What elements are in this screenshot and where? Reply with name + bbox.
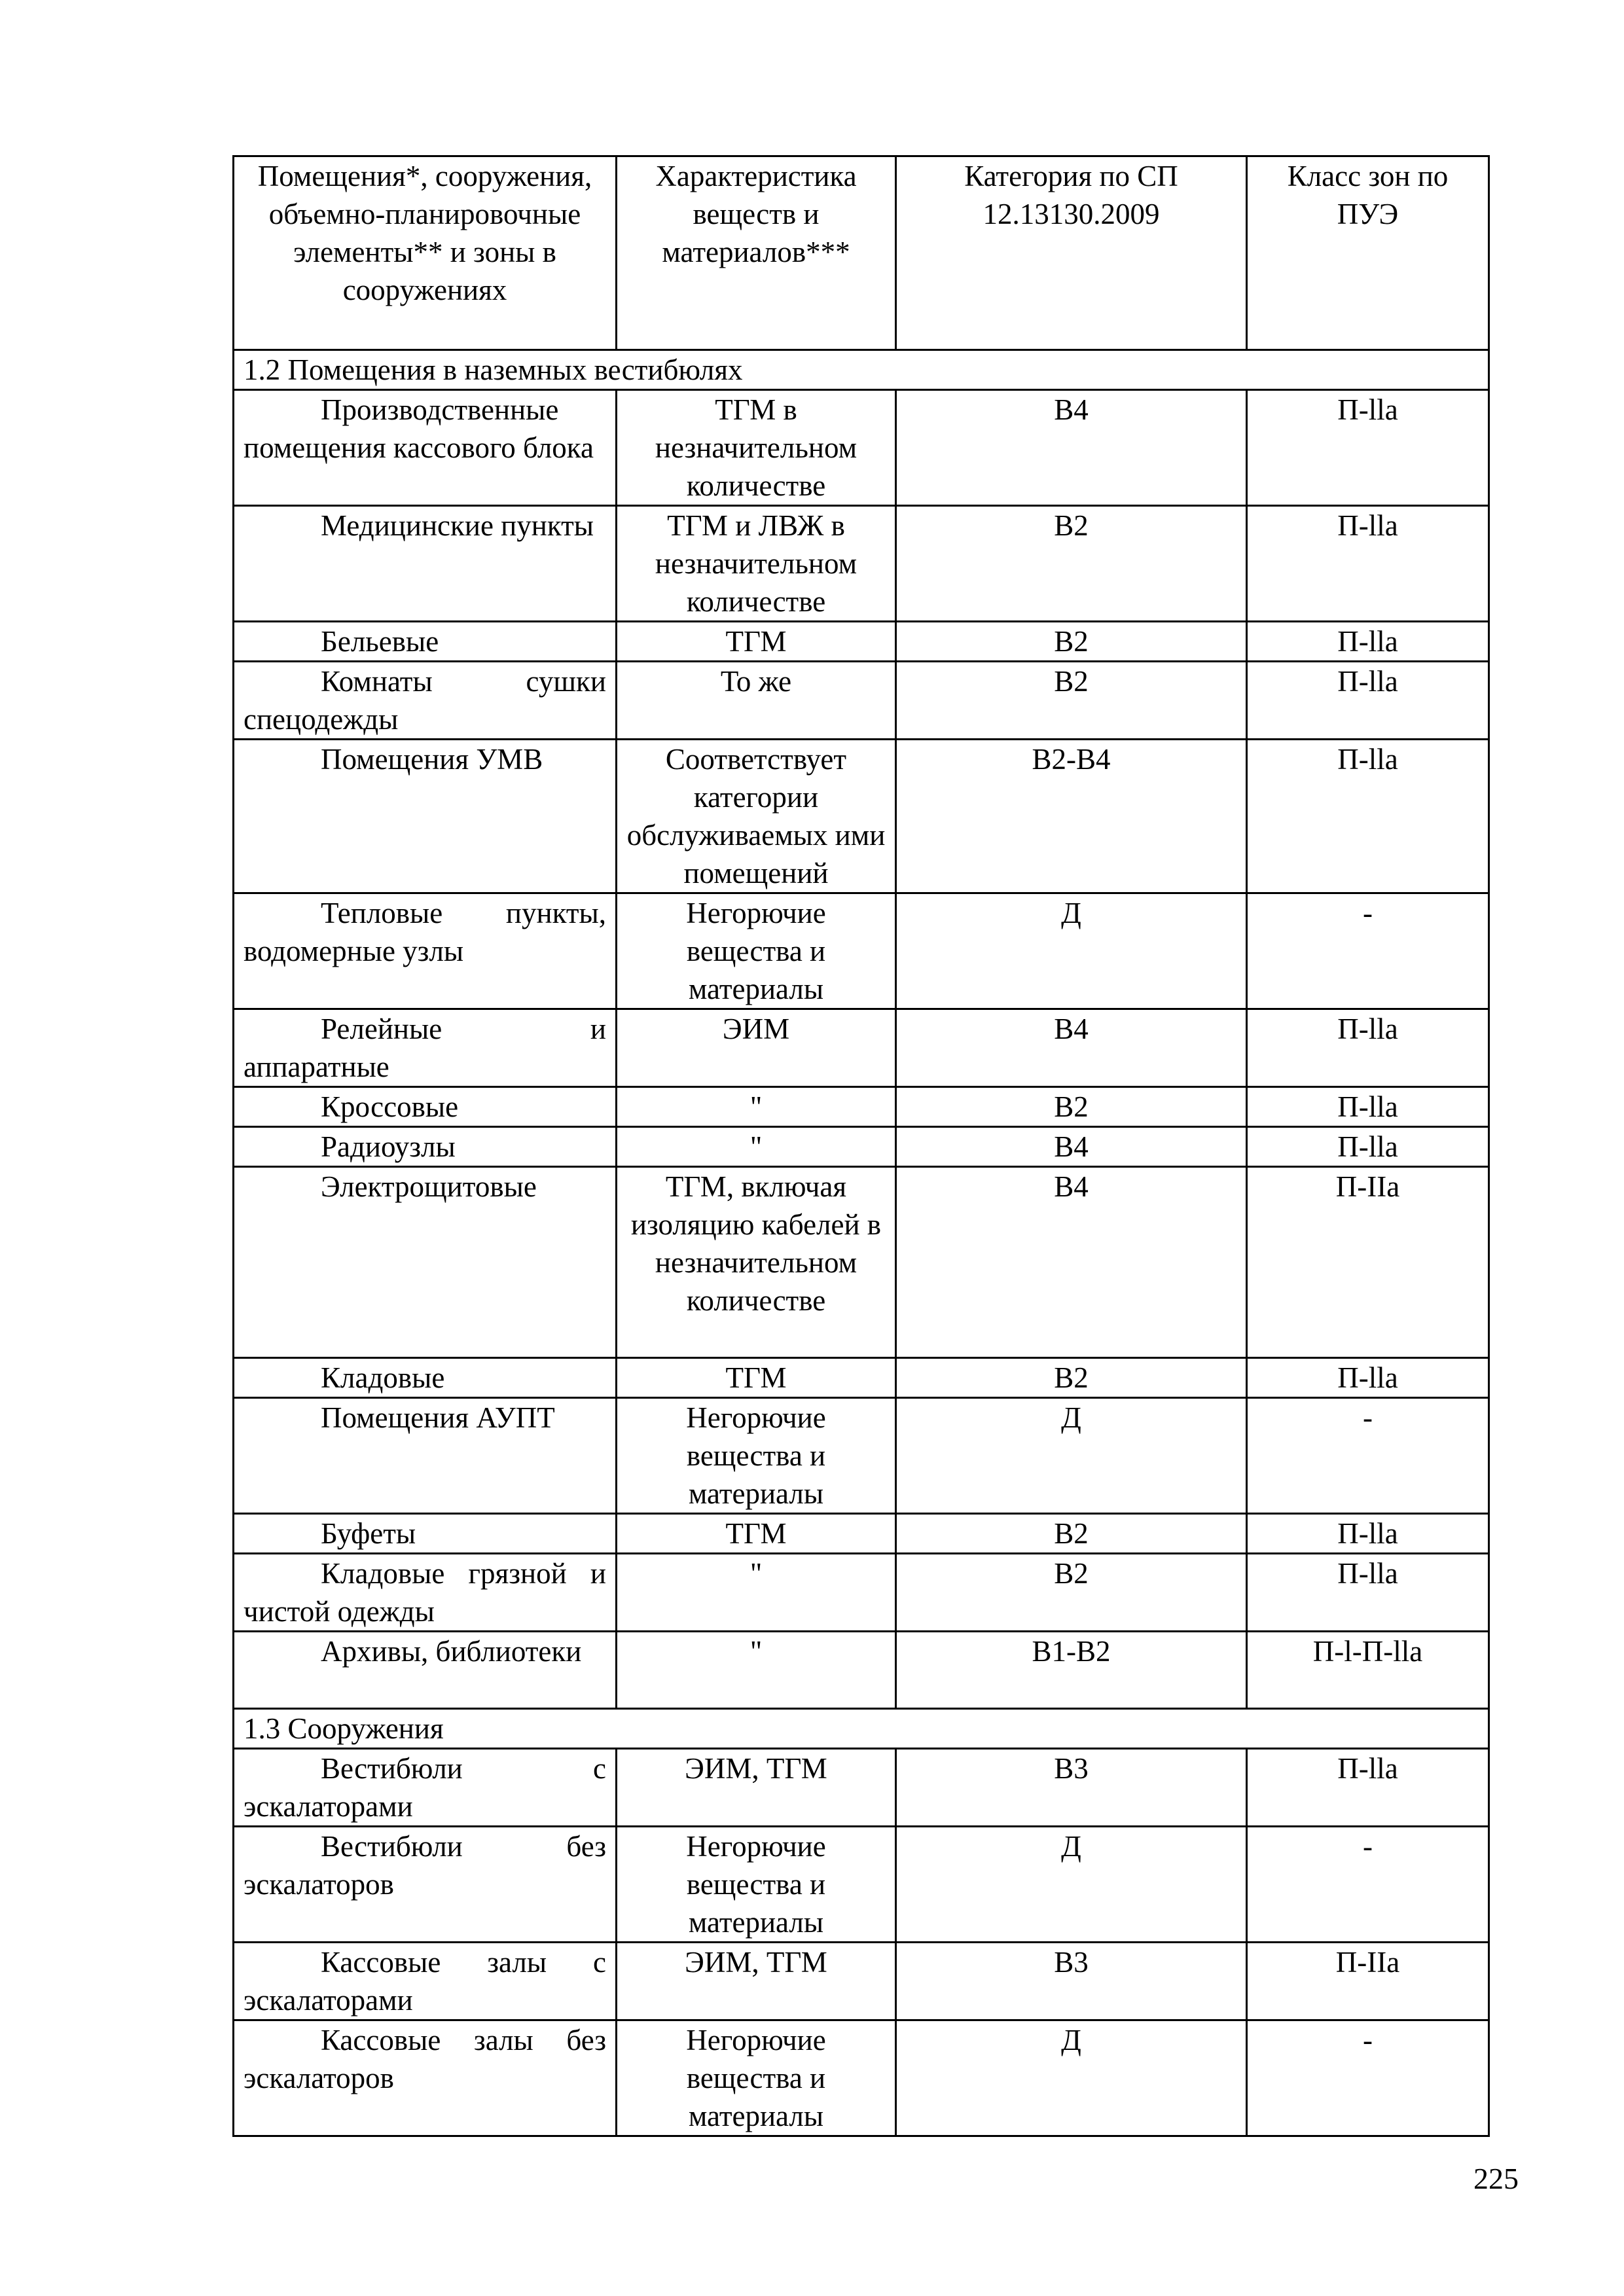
category-cell: В3	[896, 1943, 1247, 2020]
zone-class-cell: П-llа	[1247, 1514, 1489, 1554]
table-row	[234, 1087, 1489, 1127]
table-row	[234, 1554, 1489, 1632]
category-cell: В2	[896, 622, 1247, 662]
table-row	[234, 1749, 1489, 1827]
room-cell: Вестибюли с эскалаторами	[234, 1749, 617, 1827]
category-cell: Д	[896, 1398, 1247, 1514]
header-materials: Характеристика веществ и материалов***	[617, 156, 896, 350]
page-number: 225	[1473, 2162, 1519, 2195]
category-cell: В4	[896, 1009, 1247, 1087]
room-cell: Производственные помещения кассового блока	[234, 390, 617, 506]
table-row	[234, 1632, 1489, 1709]
table-row	[234, 1127, 1489, 1167]
category-cell: В2-В4	[896, 740, 1247, 893]
room-cell: Помещения УМВ	[234, 740, 617, 893]
material-cell: Негорючие вещества и материалы	[617, 2020, 896, 2136]
category-cell: В2	[896, 1554, 1247, 1632]
zone-class-cell: П-llа	[1247, 662, 1489, 740]
room-cell: Тепловые пункты, водомерные узлы	[234, 893, 617, 1009]
room-cell: Кроссовые	[234, 1087, 617, 1127]
zone-class-cell: -	[1247, 1398, 1489, 1514]
room-cell: Кладовые грязной и чистой одежды	[234, 1554, 617, 1632]
category-cell: В2	[896, 1358, 1247, 1398]
zone-class-cell: -	[1247, 893, 1489, 1009]
zone-class-cell: П-llа	[1247, 740, 1489, 893]
zone-class-cell: П-llа	[1247, 390, 1489, 506]
section-title: 1.2 Помещения в наземных вестибюлях	[234, 350, 1489, 390]
room-cell: Медицинские пункты	[234, 506, 617, 622]
room-cell: Электрощитовые	[234, 1167, 617, 1358]
table-row	[234, 893, 1489, 1009]
table-header-row	[234, 156, 1489, 350]
material-cell: ЭИМ, ТГМ	[617, 1749, 896, 1827]
table-row	[234, 2020, 1489, 2136]
table-row	[234, 1398, 1489, 1514]
category-cell: Д	[896, 893, 1247, 1009]
room-cell: Кладовые	[234, 1358, 617, 1398]
material-cell: Негорючие вещества и материалы	[617, 1827, 896, 1943]
room-cell: Бельевые	[234, 622, 617, 662]
zone-class-cell: -	[1247, 1827, 1489, 1943]
zone-class-cell: -	[1247, 2020, 1489, 2136]
room-cell: Кассовые залы без эскалаторов	[234, 2020, 617, 2136]
category-cell: Д	[896, 2020, 1247, 2136]
table-row	[234, 1943, 1489, 2020]
category-cell: В2	[896, 506, 1247, 622]
material-cell: ТГМ в незначительном количестве	[617, 390, 896, 506]
category-cell: В2	[896, 662, 1247, 740]
room-cell: Комнаты сушки спецодежды	[234, 662, 617, 740]
table-row	[234, 1167, 1489, 1358]
material-cell: То же	[617, 662, 896, 740]
section-row	[234, 1709, 1489, 1749]
section-row	[234, 350, 1489, 390]
header-rooms: Помещения*, сооружения, объемно-планировочные элементы** и зоны в сооружениях	[234, 156, 617, 350]
category-cell: В1-В2	[896, 1632, 1247, 1709]
table-row	[234, 1009, 1489, 1087]
fire-category-table	[232, 155, 1490, 2137]
room-cell: Релейные и аппаратные	[234, 1009, 617, 1087]
material-cell: "	[617, 1127, 896, 1167]
zone-class-cell: П-llа	[1247, 1087, 1489, 1127]
table-row	[234, 506, 1489, 622]
material-cell: ТГМ, включая изоляцию кабелей в незначительном количестве	[617, 1167, 896, 1358]
material-cell: "	[617, 1632, 896, 1709]
material-cell: Соответствует категории обслуживаемых ими помещений	[617, 740, 896, 893]
zone-class-cell: П-llа	[1247, 1009, 1489, 1087]
material-cell: "	[617, 1087, 896, 1127]
category-cell: В4	[896, 1167, 1247, 1358]
table-row	[234, 740, 1489, 893]
header-zone-class: Класс зон по ПУЭ	[1247, 156, 1489, 350]
category-cell: Д	[896, 1827, 1247, 1943]
table-row	[234, 390, 1489, 506]
material-cell: ТГМ	[617, 622, 896, 662]
material-cell: ТГМ и ЛВЖ в незначительном количестве	[617, 506, 896, 622]
material-cell: "	[617, 1554, 896, 1632]
material-cell: Негорючие вещества и материалы	[617, 893, 896, 1009]
table-row	[234, 1358, 1489, 1398]
table-body	[234, 156, 1489, 2136]
material-cell: ТГМ	[617, 1358, 896, 1398]
category-cell: В4	[896, 390, 1247, 506]
section-title: 1.3 Сооружения	[234, 1709, 1489, 1749]
table-row	[234, 622, 1489, 662]
table-row	[234, 662, 1489, 740]
category-cell: В3	[896, 1749, 1247, 1827]
header-category: Категория по СП 12.13130.2009	[896, 156, 1247, 350]
material-cell: ЭИМ, ТГМ	[617, 1943, 896, 2020]
table-row	[234, 1514, 1489, 1554]
zone-class-cell: П-llа	[1247, 1358, 1489, 1398]
table-row	[234, 1827, 1489, 1943]
room-cell: Помещения АУПТ	[234, 1398, 617, 1514]
zone-class-cell: П-llа	[1247, 1749, 1489, 1827]
material-cell: Негорючие вещества и материалы	[617, 1398, 896, 1514]
zone-class-cell: П-IIа	[1247, 1167, 1489, 1358]
zone-class-cell: П-llа	[1247, 622, 1489, 662]
category-cell: В2	[896, 1087, 1247, 1127]
zone-class-cell: П-l-П-llа	[1247, 1632, 1489, 1709]
zone-class-cell: П-IIа	[1247, 1943, 1489, 2020]
zone-class-cell: П-llа	[1247, 1554, 1489, 1632]
zone-class-cell: П-llа	[1247, 1127, 1489, 1167]
room-cell: Вестибюли без эскалаторов	[234, 1827, 617, 1943]
category-cell: В2	[896, 1514, 1247, 1554]
material-cell: ТГМ	[617, 1514, 896, 1554]
zone-class-cell: П-llа	[1247, 506, 1489, 622]
category-cell: В4	[896, 1127, 1247, 1167]
room-cell: Архивы, библиотеки	[234, 1632, 617, 1709]
material-cell: ЭИМ	[617, 1009, 896, 1087]
room-cell: Кассовые залы с эскалаторами	[234, 1943, 617, 2020]
room-cell: Радиоузлы	[234, 1127, 617, 1167]
room-cell: Буфеты	[234, 1514, 617, 1554]
